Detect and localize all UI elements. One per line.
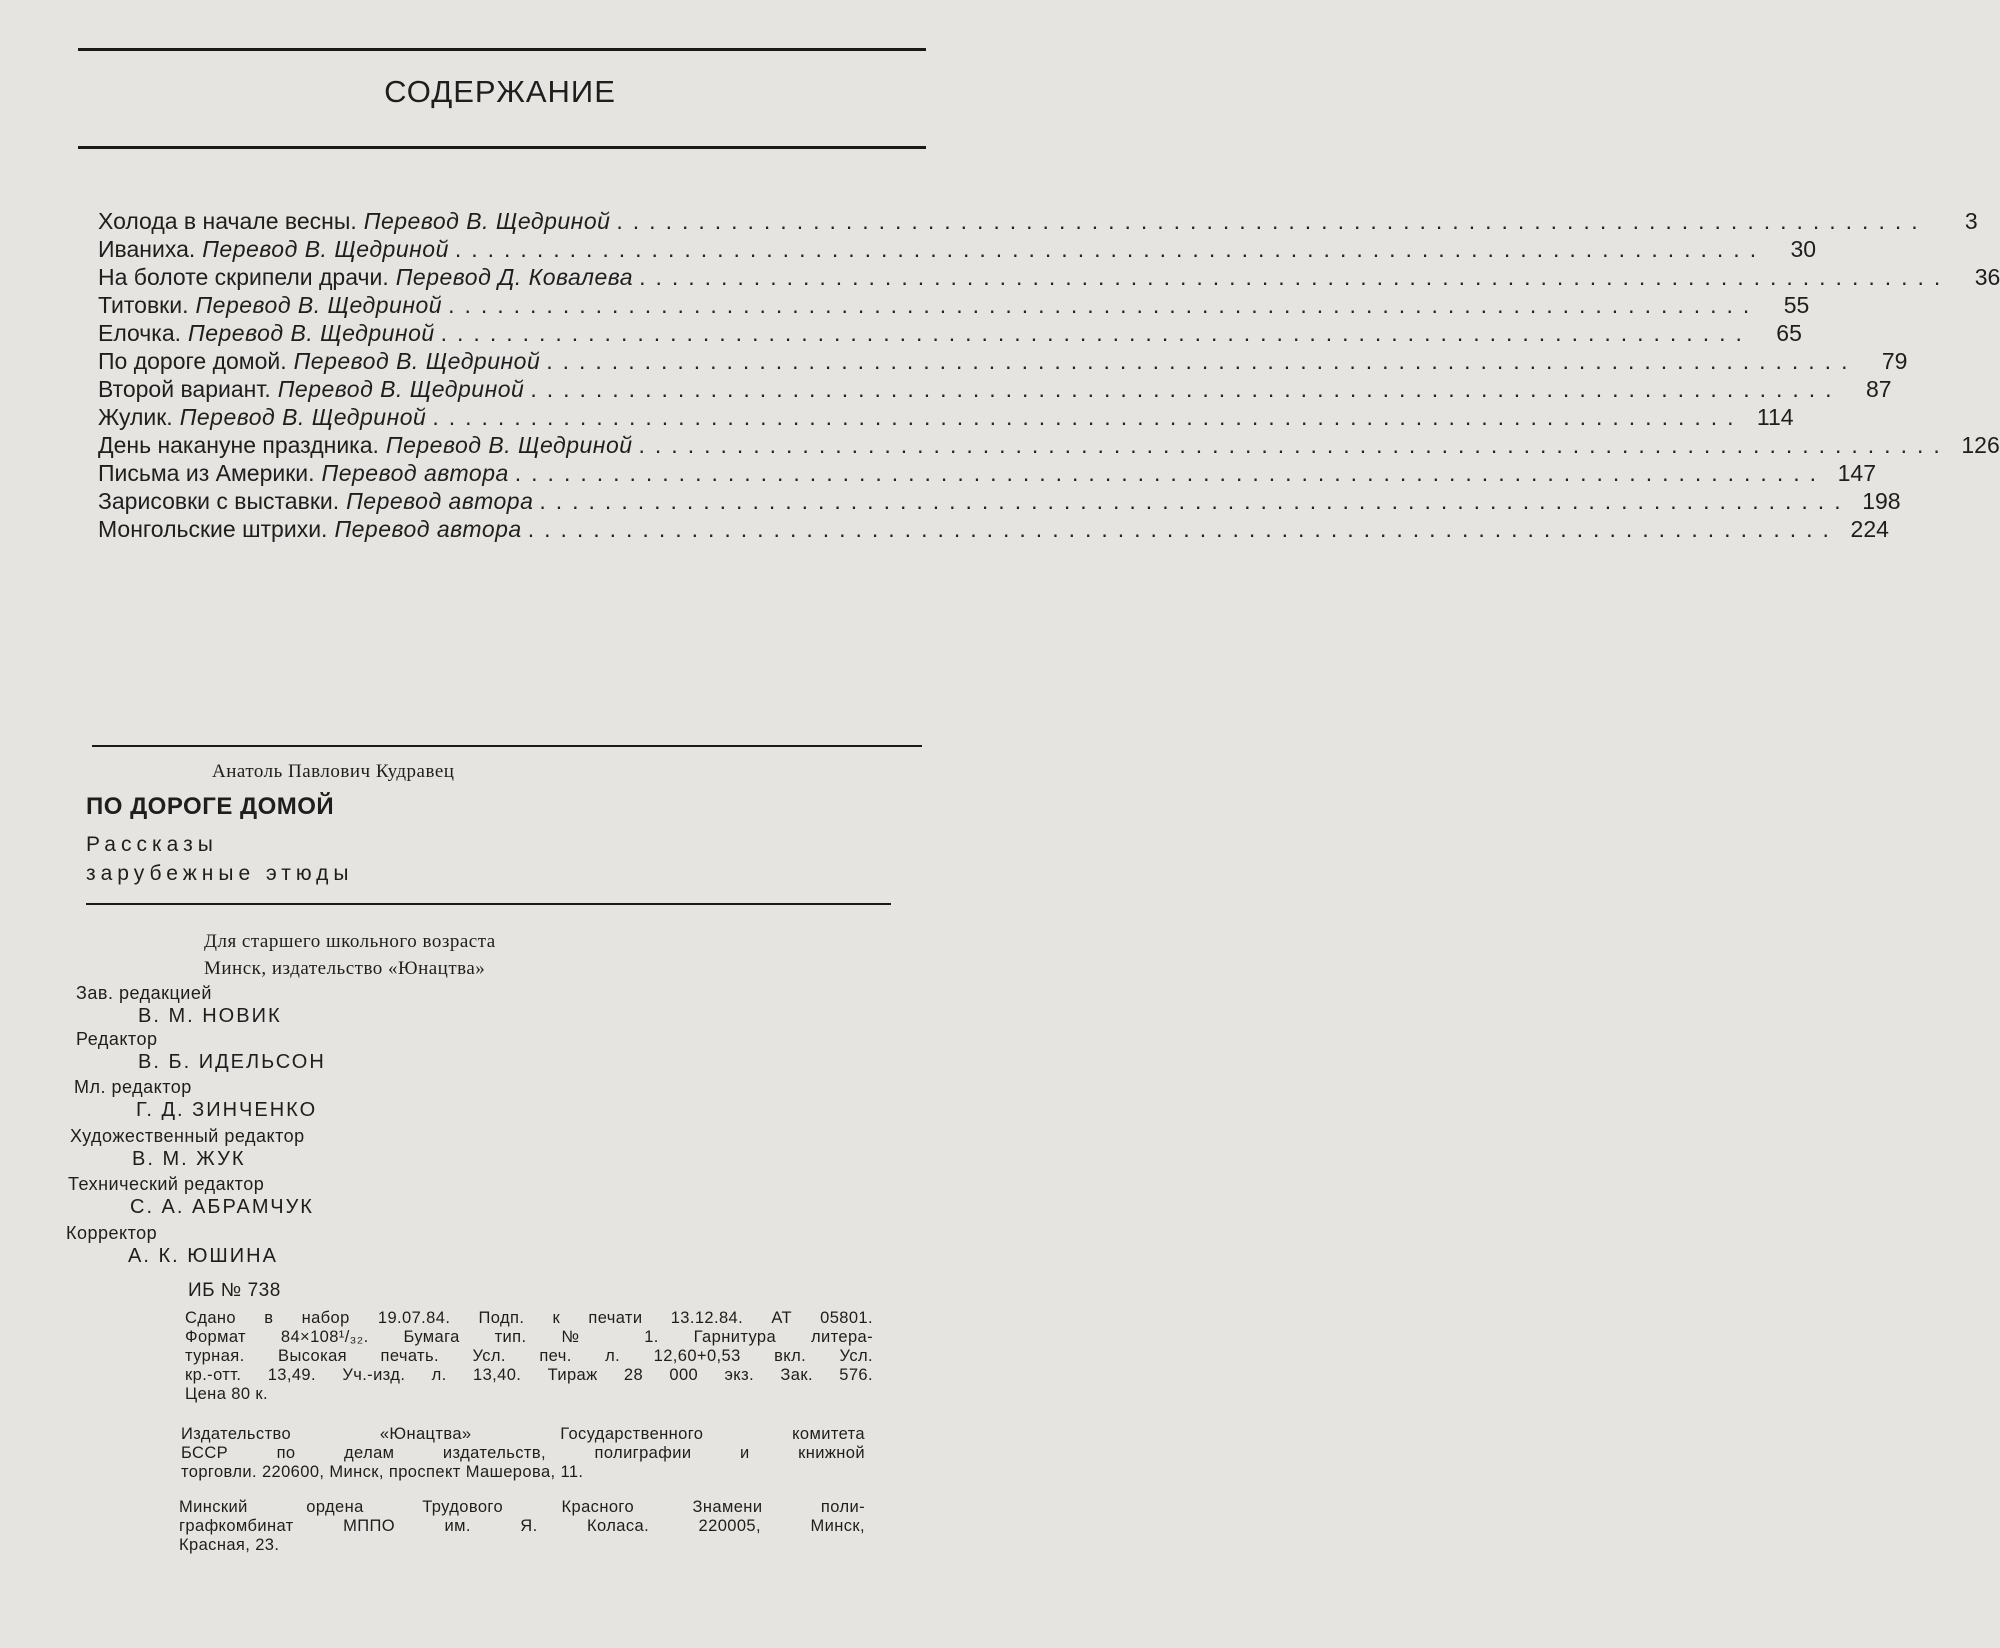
toc-entry-translator: Перевод В. Щедриной bbox=[195, 292, 443, 318]
toc-entry-title: По дороге домой. bbox=[98, 348, 287, 374]
dot-leader: ................................................................................ bbox=[514, 460, 1826, 486]
toc-entry bbox=[98, 488, 1901, 516]
toc-entry-page: 36 bbox=[1974, 264, 2000, 290]
toc-entry-page: 126 bbox=[1961, 432, 2000, 458]
toc-entry-page: 224 bbox=[1850, 516, 1889, 542]
book-title: ПО ДОРОГЕ ДОМОЙ bbox=[86, 793, 335, 820]
toc-entry-page: 198 bbox=[1862, 488, 1901, 514]
staff-role: Художественный редактор bbox=[70, 1126, 305, 1146]
toc-entry-title: Иваниха. bbox=[98, 236, 196, 262]
toc-entry-title: На болоте скрипели драчи. bbox=[98, 264, 389, 290]
toc-entry-translator: Перевод В. Щедриной bbox=[363, 208, 611, 234]
table-of-contents bbox=[98, 208, 2000, 544]
publisher-details-line: БССР по делам издательств, полиграфии и книжной bbox=[181, 1444, 865, 1462]
toc-entry-page: 87 bbox=[1865, 376, 1892, 402]
toc-entry-page: 55 bbox=[1783, 292, 1810, 318]
toc-entry bbox=[98, 516, 1889, 544]
dot-leader: ................................................................................ bbox=[527, 516, 1839, 542]
toc-heading: СОДЕРЖАНИЕ bbox=[384, 74, 616, 109]
toc-entry-title: День накануне праздника. bbox=[98, 432, 379, 458]
toc-entry-translator: Перевод В. Щедриной bbox=[385, 432, 633, 458]
author-name: Анатоль Павлович Кудравец bbox=[212, 761, 455, 782]
staff-role: Зав. редакцией bbox=[76, 983, 212, 1003]
imprint-top-rule bbox=[92, 745, 922, 747]
toc-entry-title: Жулик. bbox=[98, 404, 173, 430]
imprint-mid-rule bbox=[86, 903, 891, 905]
staff-name: В. М. НОВИК bbox=[138, 1005, 282, 1027]
toc-entry bbox=[98, 208, 1978, 236]
toc-entry-page: 114 bbox=[1756, 404, 1794, 430]
dot-leader: ................................................................................ bbox=[432, 404, 1744, 430]
toc-entry bbox=[98, 376, 1892, 404]
toc-entry bbox=[98, 292, 1810, 320]
print-details-line: турная. Высокая печать. Усл. печ. л. 12,60+0,53 вкл. Усл. bbox=[185, 1347, 873, 1365]
staff-role: Редактор bbox=[76, 1029, 158, 1049]
dot-leader: ................................................................................ bbox=[639, 264, 1951, 290]
publisher-details bbox=[181, 1425, 865, 1482]
dot-leader: ................................................................................ bbox=[539, 488, 1851, 514]
toc-entry-title: Титовки. bbox=[98, 292, 189, 318]
toc-entry bbox=[98, 460, 1876, 488]
staff-name: А. К. ЮШИНА bbox=[128, 1245, 278, 1267]
toc-entry-translator: Перевод автора bbox=[334, 516, 522, 542]
printer-details bbox=[179, 1498, 865, 1555]
dot-leader: ................................................................................ bbox=[530, 376, 1842, 402]
staff-name: В. М. ЖУК bbox=[132, 1148, 246, 1170]
toc-entry-title: Второй вариант. bbox=[98, 376, 271, 402]
toc-entry-page: 3 bbox=[1964, 208, 1978, 234]
toc-entry-translator: Перевод В. Щедриной bbox=[202, 236, 449, 262]
print-details bbox=[185, 1309, 873, 1404]
dot-leader: ................................................................................ bbox=[448, 292, 1760, 318]
print-details-line: кр.-отт. 13,49. Уч.-изд. л. 13,40. Тираж 28 000 экз. Зак. 576. bbox=[185, 1366, 873, 1384]
staff-name: В. Б. ИДЕЛЬСОН bbox=[138, 1051, 326, 1073]
printer-details-line: Красная, 23. bbox=[179, 1536, 280, 1554]
toc-entry-title: Холода в начале весны. bbox=[98, 208, 357, 234]
dot-leader: ................................................................................ bbox=[616, 208, 1928, 234]
subtitle-line-1: Рассказы bbox=[86, 833, 218, 856]
staff-role: Технический редактор bbox=[68, 1174, 265, 1194]
toc-entry bbox=[98, 264, 2000, 292]
ib-number: ИБ № 738 bbox=[188, 1280, 281, 1301]
print-details-line: Сдано в набор 19.07.84. Подп. к печати 13.12.84. АТ 05801. bbox=[185, 1309, 873, 1327]
staff-role: Мл. редактор bbox=[74, 1077, 192, 1097]
toc-entry-translator: Перевод В. Щедриной bbox=[293, 348, 541, 374]
subtitle-line-2: зарубежные этюды bbox=[86, 862, 354, 885]
toc-entry bbox=[98, 432, 2000, 460]
staff-name: Г. Д. ЗИНЧЕНКО bbox=[136, 1099, 318, 1121]
dot-leader: ................................................................................ bbox=[454, 236, 1767, 262]
toc-entry-page: 30 bbox=[1790, 236, 1817, 262]
toc-entry-translator: Перевод автора bbox=[346, 488, 534, 514]
toc-entry-page: 147 bbox=[1837, 460, 1876, 486]
toc-entry-title: Зарисовки с выставки. bbox=[98, 488, 340, 514]
staff-role: Корректор bbox=[66, 1223, 158, 1243]
publisher-details-line: Издательство «Юнацтва» Государственного комитета bbox=[181, 1425, 865, 1443]
price: Цена 80 к. bbox=[185, 1385, 268, 1403]
print-details-line: Формат 84×108¹/₃₂. Бумага тип. № 1. Гарнитура литера- bbox=[185, 1328, 873, 1346]
toc-entry-translator: Перевод автора bbox=[321, 460, 509, 486]
publisher-line: Минск, издательство «Юнацтва» bbox=[204, 958, 486, 979]
toc-entry-translator: Перевод Д. Ковалева bbox=[395, 264, 634, 290]
toc-entry-title: Письма из Америки. bbox=[98, 460, 315, 486]
toc-entry-page: 65 bbox=[1776, 320, 1802, 346]
toc-entry-translator: Перевод В. Щедриной bbox=[188, 320, 435, 346]
dot-leader: ................................................................................ bbox=[546, 348, 1858, 374]
dot-leader: ................................................................................ bbox=[440, 320, 1752, 346]
printer-details-line: Минский ордена Трудового Красного Знамени поли- bbox=[179, 1498, 865, 1516]
toc-entry bbox=[98, 236, 1817, 264]
toc-entry-translator: Перевод В. Щедриной bbox=[277, 376, 525, 402]
toc-entry-page: 79 bbox=[1881, 348, 1908, 374]
printer-details-line: графкомбинат МППО им. Я. Коласа. 220005, Минск, bbox=[179, 1517, 865, 1535]
top-rule bbox=[78, 48, 926, 51]
heading-rule bbox=[78, 146, 926, 149]
dot-leader: ................................................................................ bbox=[638, 432, 1950, 458]
publisher-details-line: торговли. 220600, Минск, проспект Машерова, 11. bbox=[181, 1463, 584, 1481]
audience-note: Для старшего школьного возраста bbox=[204, 931, 496, 952]
toc-entry bbox=[98, 320, 1802, 348]
toc-entry-title: Елочка. bbox=[98, 320, 182, 346]
toc-entry-title: Монгольские штрихи. bbox=[98, 516, 328, 542]
toc-entry bbox=[98, 404, 1794, 432]
toc-entry-translator: Перевод В. Щедриной bbox=[179, 404, 427, 430]
toc-entry bbox=[98, 348, 1908, 376]
staff-name: С. А. АБРАМЧУК bbox=[130, 1196, 314, 1218]
